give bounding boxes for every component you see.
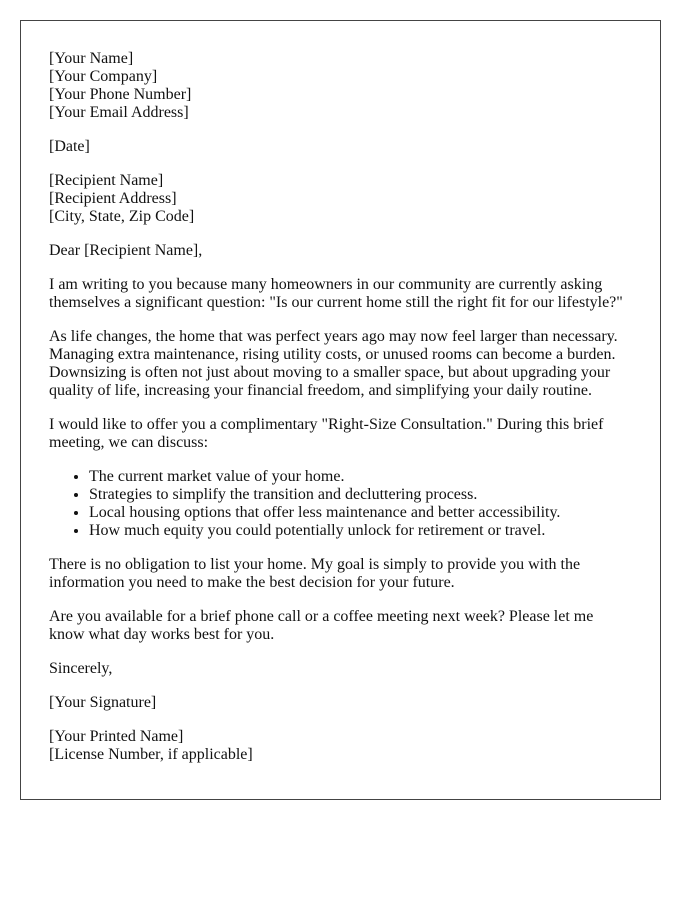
sender-name: [Your Name] (49, 50, 134, 67)
body-paragraph: I would like to offer you a complimentary "Right-Size Consultation." During this brief meeting, we can discuss: (49, 416, 604, 451)
signoff: Sincerely, (49, 660, 113, 677)
body-paragraph: As life changes, the home that was perfect years ago may now feel larger than necessary. Managing extra maintenance, rising utility costs, or unused rooms can become a burden. Downsizing is often not just about moving to a smaller space, but about upgrading your quality of life, increasing your financial freedom, and simplifying your daily routine. (49, 328, 618, 399)
sender-email: [Your Email Address] (49, 104, 189, 121)
license-number: [License Number, if applicable] (49, 746, 253, 763)
list-item: • How much equity you could potentially unlock for retirement or travel. (89, 522, 632, 540)
sender-phone: [Your Phone Number] (49, 86, 192, 103)
list-item: • Local housing options that offer less maintenance and better accessibility. (89, 504, 632, 522)
recipient-address: [Recipient Address] (49, 190, 177, 207)
recipient-name: [Recipient Name] (49, 172, 164, 189)
signature: [Your Signature] (49, 694, 157, 711)
body-paragraph: Are you available for a brief phone call or a coffee meeting next week? Please let me know what day works best for you. (49, 608, 594, 643)
discussion-list (49, 468, 632, 540)
footer-block (49, 728, 632, 764)
sender-company: [Your Company] (49, 68, 158, 85)
printed-name: [Your Printed Name] (49, 728, 184, 745)
list-item: • The current market value of your home. (89, 468, 632, 486)
recipient-city: [City, State, Zip Code] (49, 208, 195, 225)
letter (20, 20, 661, 800)
list-item: • Strategies to simplify the transition and decluttering process. (89, 486, 632, 504)
recipient-block (49, 172, 632, 226)
body-paragraph: I am writing to you because many homeowners in our community are currently asking themselves a significant question: "Is our current home still the right fit for our lifestyle?" (49, 276, 623, 311)
sender-block (49, 50, 632, 122)
date: [Date] (49, 138, 90, 155)
salutation: Dear [Recipient Name], (49, 242, 203, 259)
body-paragraph: There is no obligation to list your home. My goal is simply to provide you with the information you need to make the best decision for your future. (49, 556, 581, 591)
